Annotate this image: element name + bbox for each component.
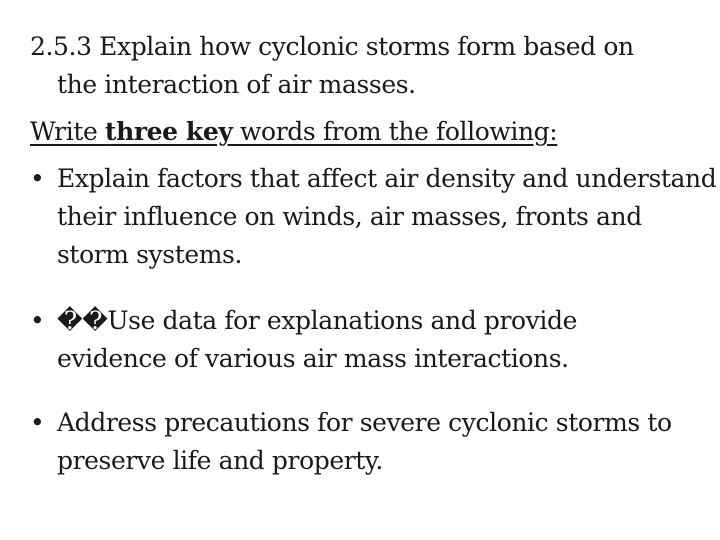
- bullet-item-use-data-line-2: evidence of various air mass interactions.: [57, 344, 569, 373]
- bullet-item-use-data-line-1: ��Use data for explanations and provide: [57, 306, 577, 335]
- bullet-marker: •: [30, 408, 45, 437]
- standard-heading-line-2: the interaction of air masses.: [57, 70, 416, 99]
- bullet-item-air-density: Explain factors that affect air density and understand their influence on winds, air masses, fronts and storm systems.: [57, 164, 717, 269]
- standard-heading-line-1: 2.5.3 Explain how cyclonic storms form based on: [30, 32, 634, 61]
- instruction-text: [30, 113, 557, 151]
- instruction-bold: three key: [104, 117, 233, 146]
- bullet-item-precautions: Address precautions for severe cyclonic storms to preserve life and property.: [57, 408, 672, 475]
- instruction-suffix: words from the following:: [232, 117, 558, 146]
- instruction-prefix: Write: [30, 117, 105, 146]
- bullet-marker: •: [30, 306, 45, 335]
- bullet-marker: •: [30, 164, 45, 193]
